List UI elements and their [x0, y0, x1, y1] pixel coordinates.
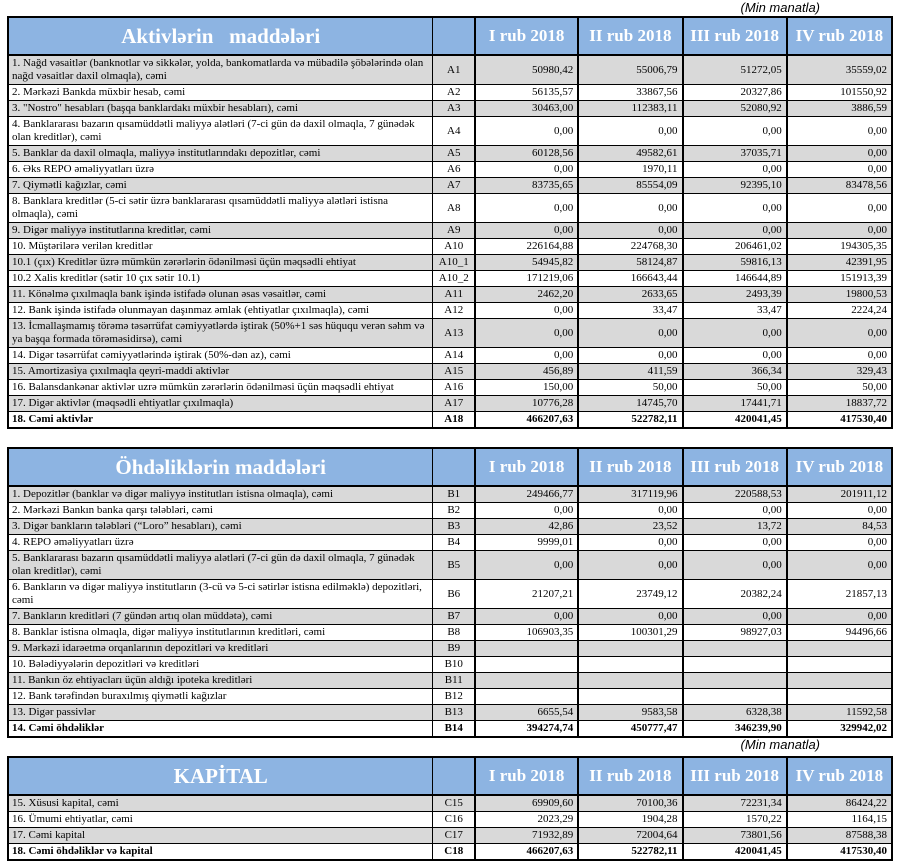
- row-value: 42,86: [475, 519, 578, 535]
- row-label: 17. Digər aktivlər (məqsədli ehtiyatlar çıxılmaqla): [8, 396, 433, 412]
- table-row: [8, 287, 892, 303]
- row-value: 0,00: [683, 319, 787, 348]
- row-value: 0,00: [475, 609, 578, 625]
- table-row: [8, 844, 892, 861]
- assets-table: [7, 16, 893, 429]
- column-header-q4: IV rub 2018: [787, 17, 892, 55]
- row-value: 206461,02: [683, 239, 787, 255]
- table-row: [8, 303, 892, 319]
- row-value: 21207,21: [475, 580, 578, 609]
- row-value: 94496,66: [787, 625, 892, 641]
- row-label: 6. Bankların və digər maliyyə institutların (3-cü və 5-ci sətirlər istisna edilməklə) depozitləri, cəmi: [8, 580, 433, 609]
- row-value: 0,00: [683, 609, 787, 625]
- unit-note-capital: (Min manatla): [740, 737, 820, 752]
- row-code: B1: [433, 486, 475, 503]
- row-value: [578, 641, 682, 657]
- row-code: B2: [433, 503, 475, 519]
- unit-note-top: (Min manatla): [740, 0, 820, 15]
- table-row: [8, 55, 892, 85]
- row-value: 0,00: [578, 348, 682, 364]
- table-row: [8, 117, 892, 146]
- row-code: B12: [433, 689, 475, 705]
- liabilities-section: [7, 447, 900, 738]
- row-value: 2023,29: [475, 812, 578, 828]
- row-value: 0,00: [787, 319, 892, 348]
- row-value: 171219,06: [475, 271, 578, 287]
- table-row: [8, 657, 892, 673]
- row-code: B8: [433, 625, 475, 641]
- column-header-q3: III rub 2018: [683, 757, 787, 795]
- row-code: C18: [433, 844, 475, 861]
- row-value: [475, 673, 578, 689]
- table-row: [8, 551, 892, 580]
- row-value: 33867,56: [578, 85, 682, 101]
- row-code: A11: [433, 287, 475, 303]
- row-value: 0,00: [475, 303, 578, 319]
- row-label: 16. Balansdankənar aktivlər uzrə mümkün zərərlərin ödənilməsi üçün məqsədli ehtiyat: [8, 380, 433, 396]
- table-row: [8, 380, 892, 396]
- row-value: 150,00: [475, 380, 578, 396]
- column-header-q4: IV rub 2018: [787, 448, 892, 486]
- row-label: 8. Banklara kreditlər (5-ci sətir üzrə banklararası qısamüddətli maliyyə alətləri istisna olmaqla), cəmi: [8, 194, 433, 223]
- row-value: 6655,54: [475, 705, 578, 721]
- row-value: 70100,36: [578, 795, 682, 812]
- row-value: 20382,24: [683, 580, 787, 609]
- row-label: 13. İcmallaşmamış törəmə təsərrüfat cəmiyyətlərdə iştirak (50%+1 səs hüququ verən səhm və ya başqa formada törəməsidirsə), cəmi: [8, 319, 433, 348]
- row-value: 50980,42: [475, 55, 578, 85]
- row-value: 317119,96: [578, 486, 682, 503]
- row-value: 1164,15: [787, 812, 892, 828]
- row-value: 0,00: [578, 194, 682, 223]
- capital-section-title: KAPİTAL: [8, 757, 433, 795]
- row-value: 23749,12: [578, 580, 682, 609]
- column-header-q3: III rub 2018: [683, 448, 787, 486]
- row-code: A2: [433, 85, 475, 101]
- table-row: [8, 812, 892, 828]
- row-value: 60128,56: [475, 146, 578, 162]
- row-value: 83735,65: [475, 178, 578, 194]
- row-code: A6: [433, 162, 475, 178]
- row-label: 10.2 Xalis kreditlər (sətir 10 çıx sətir 10.1): [8, 271, 433, 287]
- table-row: [8, 519, 892, 535]
- table-row: [8, 609, 892, 625]
- row-value: [475, 657, 578, 673]
- row-label: 4. REPO əməliyyatları üzrə: [8, 535, 433, 551]
- row-value: [683, 641, 787, 657]
- row-value: 71932,89: [475, 828, 578, 844]
- row-value: 417530,40: [787, 412, 892, 429]
- assets-section-title: Aktivlərin maddələri: [8, 17, 433, 55]
- row-value: 201911,12: [787, 486, 892, 503]
- row-value: 346239,90: [683, 721, 787, 738]
- row-label: 15. Amortizasiya çıxılmaqla qeyri-maddi aktivlər: [8, 364, 433, 380]
- table-row: [8, 673, 892, 689]
- code-column-header: [433, 17, 475, 55]
- liabilities-section-title: Öhdəliklərin maddələri: [8, 448, 433, 486]
- row-code: A3: [433, 101, 475, 117]
- row-value: 0,00: [475, 319, 578, 348]
- row-value: 42391,95: [787, 255, 892, 271]
- row-value: 0,00: [683, 117, 787, 146]
- row-label: 11. Bankın öz ehtiyacları üçün aldığı ipoteka kreditləri: [8, 673, 433, 689]
- row-value: 9583,58: [578, 705, 682, 721]
- column-header-q2: II rub 2018: [578, 448, 682, 486]
- row-value: 92395,10: [683, 178, 787, 194]
- row-value: 0,00: [475, 503, 578, 519]
- table-row: [8, 223, 892, 239]
- table-row: [8, 721, 892, 738]
- table-row: [8, 364, 892, 380]
- table-row: [8, 580, 892, 609]
- table-row: [8, 625, 892, 641]
- row-code: B3: [433, 519, 475, 535]
- row-value: 73801,56: [683, 828, 787, 844]
- row-code: B11: [433, 673, 475, 689]
- row-label: 2. Mərkəzi Bankın banka qarşı tələbləri, cəmi: [8, 503, 433, 519]
- code-column-header: [433, 757, 475, 795]
- row-code: A13: [433, 319, 475, 348]
- row-value: 0,00: [787, 194, 892, 223]
- row-label: 14. Cəmi öhdəliklər: [8, 721, 433, 738]
- row-value: 194305,35: [787, 239, 892, 255]
- row-value: 0,00: [475, 551, 578, 580]
- row-value: [787, 641, 892, 657]
- table-row: [8, 194, 892, 223]
- row-value: 23,52: [578, 519, 682, 535]
- row-value: 86424,22: [787, 795, 892, 812]
- row-code: A10: [433, 239, 475, 255]
- row-value: 69909,60: [475, 795, 578, 812]
- row-value: 166643,44: [578, 271, 682, 287]
- row-value: 11592,58: [787, 705, 892, 721]
- row-code: C16: [433, 812, 475, 828]
- row-code: A1: [433, 55, 475, 85]
- row-code: B6: [433, 580, 475, 609]
- row-label: 14. Digər təsərrüfat cəmiyyətlərində iştirak (50%-dən az), cəmi: [8, 348, 433, 364]
- table-row: [8, 271, 892, 287]
- row-label: 13. Digər passivlər: [8, 705, 433, 721]
- row-code: A18: [433, 412, 475, 429]
- row-code: A17: [433, 396, 475, 412]
- row-value: 112383,11: [578, 101, 682, 117]
- row-value: 151913,39: [787, 271, 892, 287]
- row-value: 50,00: [578, 380, 682, 396]
- row-value: 56135,57: [475, 85, 578, 101]
- row-label: 12. Bank işində istifadə olunmayan daşınmaz əmlak (ehtiyatlar çıxılmaqla), cəmi: [8, 303, 433, 319]
- row-code: A7: [433, 178, 475, 194]
- row-value: 9999,01: [475, 535, 578, 551]
- row-value: 72004,64: [578, 828, 682, 844]
- column-header-q1: I rub 2018: [475, 17, 578, 55]
- table-row: [8, 85, 892, 101]
- row-value: 55006,79: [578, 55, 682, 85]
- column-header-q4: IV rub 2018: [787, 757, 892, 795]
- table-row: [8, 319, 892, 348]
- row-value: 106903,35: [475, 625, 578, 641]
- table-row: [8, 503, 892, 519]
- row-code: B9: [433, 641, 475, 657]
- row-value: 21857,13: [787, 580, 892, 609]
- row-value: 49582,61: [578, 146, 682, 162]
- table-row: [8, 396, 892, 412]
- row-value: 329942,02: [787, 721, 892, 738]
- row-label: 10. Müştərilərə verilən kreditlər: [8, 239, 433, 255]
- row-value: 52080,92: [683, 101, 787, 117]
- row-code: A4: [433, 117, 475, 146]
- row-value: 0,00: [683, 162, 787, 178]
- row-value: 2493,39: [683, 287, 787, 303]
- row-value: [578, 689, 682, 705]
- row-label: 18. Cəmi öhdəliklər və kapital: [8, 844, 433, 861]
- table-row: [8, 828, 892, 844]
- row-value: 59816,13: [683, 255, 787, 271]
- column-header-q1: I rub 2018: [475, 448, 578, 486]
- row-value: 0,00: [578, 503, 682, 519]
- row-value: 226164,88: [475, 239, 578, 255]
- row-value: 0,00: [683, 194, 787, 223]
- row-code: B7: [433, 609, 475, 625]
- column-header-q2: II rub 2018: [578, 757, 682, 795]
- column-header-q1: I rub 2018: [475, 757, 578, 795]
- section-spacer: [0, 429, 900, 447]
- assets-section: [7, 16, 900, 429]
- row-value: 85554,09: [578, 178, 682, 194]
- row-value: [578, 657, 682, 673]
- row-value: 417530,40: [787, 844, 892, 861]
- row-label: 7. Bankların kreditləri (7 gündən artıq olan müddətə), cəmi: [8, 609, 433, 625]
- row-code: A5: [433, 146, 475, 162]
- row-code: A9: [433, 223, 475, 239]
- row-value: 522782,11: [578, 412, 682, 429]
- row-value: 522782,11: [578, 844, 682, 861]
- row-value: 0,00: [787, 223, 892, 239]
- row-value: 0,00: [787, 535, 892, 551]
- row-label: 5. Banklararası bazarın qısamüddətli maliyyə alətləri (7-ci gün də daxil olmaqla, 7 günədək olan kreditlər), cəmi: [8, 551, 433, 580]
- row-value: 394274,74: [475, 721, 578, 738]
- row-label: 11. Könəlmə çıxılmaqla bank işində istifadə olunan əsas vəsaitlər, cəmi: [8, 287, 433, 303]
- row-code: B4: [433, 535, 475, 551]
- row-label: 7. Qiymətli kağızlar, cəmi: [8, 178, 433, 194]
- row-value: 72231,34: [683, 795, 787, 812]
- row-value: [787, 673, 892, 689]
- row-code: B13: [433, 705, 475, 721]
- row-value: 14745,70: [578, 396, 682, 412]
- row-label: 4. Banklararası bazarın qısamüddətli maliyyə alətləri (7-ci gün də daxil olmaqla, 7 günədək olan kreditlər), cəmi: [8, 117, 433, 146]
- table-row: [8, 486, 892, 503]
- table-row: [8, 641, 892, 657]
- row-value: 98927,03: [683, 625, 787, 641]
- row-value: [475, 689, 578, 705]
- row-value: 0,00: [683, 503, 787, 519]
- table-row: [8, 239, 892, 255]
- row-value: 0,00: [578, 319, 682, 348]
- table-row: [8, 795, 892, 812]
- row-value: 146644,89: [683, 271, 787, 287]
- row-value: 1570,22: [683, 812, 787, 828]
- row-value: 10776,28: [475, 396, 578, 412]
- row-value: 50,00: [683, 380, 787, 396]
- table-row: [8, 535, 892, 551]
- row-label: 3. "Nostro" hesabları (başqa banklardakı müxbir hesabları), cəmi: [8, 101, 433, 117]
- row-code: A16: [433, 380, 475, 396]
- row-value: 19800,53: [787, 287, 892, 303]
- row-value: 0,00: [787, 348, 892, 364]
- table-row: [8, 255, 892, 271]
- row-label: 17. Cəmi kapital: [8, 828, 433, 844]
- row-value: 1904,28: [578, 812, 682, 828]
- row-value: 456,89: [475, 364, 578, 380]
- row-value: 17441,71: [683, 396, 787, 412]
- row-value: 0,00: [787, 551, 892, 580]
- table-row: [8, 178, 892, 194]
- row-value: 249466,77: [475, 486, 578, 503]
- row-value: 0,00: [578, 551, 682, 580]
- row-code: A15: [433, 364, 475, 380]
- row-value: 84,53: [787, 519, 892, 535]
- row-value: 0,00: [475, 117, 578, 146]
- capital-table: [7, 756, 893, 861]
- row-code: A10_2: [433, 271, 475, 287]
- row-label: 2. Mərkəzi Bankda müxbir hesab, cəmi: [8, 85, 433, 101]
- row-label: 9. Digər maliyyə institutlarına kreditlər, cəmi: [8, 223, 433, 239]
- row-value: 50,00: [787, 380, 892, 396]
- row-code: C17: [433, 828, 475, 844]
- capital-header-row: [8, 757, 892, 795]
- row-value: 0,00: [787, 146, 892, 162]
- row-value: 0,00: [578, 223, 682, 239]
- assets-header-row: [8, 17, 892, 55]
- column-header-q2: II rub 2018: [578, 17, 682, 55]
- row-value: 0,00: [475, 162, 578, 178]
- row-value: 420041,45: [683, 412, 787, 429]
- row-value: 2462,20: [475, 287, 578, 303]
- row-value: 18837,72: [787, 396, 892, 412]
- row-value: 0,00: [683, 535, 787, 551]
- row-value: 0,00: [578, 535, 682, 551]
- row-value: 58124,87: [578, 255, 682, 271]
- row-code: B5: [433, 551, 475, 580]
- row-label: 18. Cəmi aktivlər: [8, 412, 433, 429]
- row-value: 35559,02: [787, 55, 892, 85]
- row-value: 366,34: [683, 364, 787, 380]
- row-value: 0,00: [683, 551, 787, 580]
- row-value: 1970,11: [578, 162, 682, 178]
- row-value: 33,47: [683, 303, 787, 319]
- row-value: 87588,38: [787, 828, 892, 844]
- row-value: 450777,47: [578, 721, 682, 738]
- row-code: B14: [433, 721, 475, 738]
- row-value: 411,59: [578, 364, 682, 380]
- row-value: [475, 641, 578, 657]
- row-value: 0,00: [475, 223, 578, 239]
- row-code: A12: [433, 303, 475, 319]
- row-value: 0,00: [578, 609, 682, 625]
- row-value: 13,72: [683, 519, 787, 535]
- row-label: 12. Bank tərəfindən buraxılmış qiymətli kağızlar: [8, 689, 433, 705]
- row-value: 30463,00: [475, 101, 578, 117]
- row-value: 0,00: [787, 117, 892, 146]
- row-value: 2633,65: [578, 287, 682, 303]
- row-label: 15. Xüsusi kapital, cəmi: [8, 795, 433, 812]
- row-value: 3886,59: [787, 101, 892, 117]
- row-value: 6328,38: [683, 705, 787, 721]
- row-value: 51272,05: [683, 55, 787, 85]
- row-value: 0,00: [787, 609, 892, 625]
- row-value: [683, 689, 787, 705]
- row-code: C15: [433, 795, 475, 812]
- row-value: 420041,45: [683, 844, 787, 861]
- row-label: 6. Əks REPO əməliyyatları üzrə: [8, 162, 433, 178]
- row-value: 100301,29: [578, 625, 682, 641]
- row-code: A10_1: [433, 255, 475, 271]
- row-value: [787, 689, 892, 705]
- row-label: 10. Bələdiyyələrin depozitləri və kreditləri: [8, 657, 433, 673]
- table-row: [8, 689, 892, 705]
- row-value: 220588,53: [683, 486, 787, 503]
- row-value: [787, 657, 892, 673]
- table-row: [8, 101, 892, 117]
- row-value: 83478,56: [787, 178, 892, 194]
- table-row: [8, 412, 892, 429]
- row-value: 0,00: [787, 503, 892, 519]
- row-label: 3. Digər bankların tələbləri (“Loro” hesabları), cəmi: [8, 519, 433, 535]
- row-value: 0,00: [787, 162, 892, 178]
- row-label: 16. Ümumi ehtiyatlar, cəmi: [8, 812, 433, 828]
- row-value: 0,00: [578, 117, 682, 146]
- row-value: 224768,30: [578, 239, 682, 255]
- row-value: 37035,71: [683, 146, 787, 162]
- table-row: [8, 705, 892, 721]
- liabilities-table: [7, 447, 893, 738]
- row-value: 101550,92: [787, 85, 892, 101]
- column-header-q3: III rub 2018: [683, 17, 787, 55]
- code-column-header: [433, 448, 475, 486]
- liabilities-header-row: [8, 448, 892, 486]
- table-row: [8, 162, 892, 178]
- row-value: 329,43: [787, 364, 892, 380]
- capital-section: [7, 756, 900, 861]
- row-value: 0,00: [475, 194, 578, 223]
- row-value: 2224,24: [787, 303, 892, 319]
- row-value: 0,00: [475, 348, 578, 364]
- row-value: 20327,86: [683, 85, 787, 101]
- row-code: A14: [433, 348, 475, 364]
- row-code: A8: [433, 194, 475, 223]
- table-row: [8, 146, 892, 162]
- row-label: 1. Depozitlər (banklar və digər maliyyə institutları istisna olmaqla), cəmi: [8, 486, 433, 503]
- row-value: 0,00: [683, 223, 787, 239]
- row-value: 466207,63: [475, 412, 578, 429]
- row-label: 1. Nağd vəsaitlər (banknotlar və sikkələr, yolda, bankomatlarda və mübadilə şöbələrində olan nağd vəsaitlər daxil olmaqla), cəmi: [8, 55, 433, 85]
- row-label: 9. Mərkəzi idarəetmə orqanlarının depozitləri və kreditləri: [8, 641, 433, 657]
- row-code: B10: [433, 657, 475, 673]
- row-value: [578, 673, 682, 689]
- table-row: [8, 348, 892, 364]
- row-value: 54945,82: [475, 255, 578, 271]
- row-label: 8. Banklar istisna olmaqla, digər maliyyə institutlarının kreditləri, cəmi: [8, 625, 433, 641]
- row-value: [683, 673, 787, 689]
- row-value: 466207,63: [475, 844, 578, 861]
- row-value: 0,00: [683, 348, 787, 364]
- row-value: [683, 657, 787, 673]
- row-value: 33,47: [578, 303, 682, 319]
- row-label: 5. Banklar da daxil olmaqla, maliyyə institutlarındakı depozitlər, cəmi: [8, 146, 433, 162]
- row-label: 10.1 (çıx) Kreditlər üzrə mümkün zərərlərin ödənilməsi üçün məqsədli ehtiyat: [8, 255, 433, 271]
